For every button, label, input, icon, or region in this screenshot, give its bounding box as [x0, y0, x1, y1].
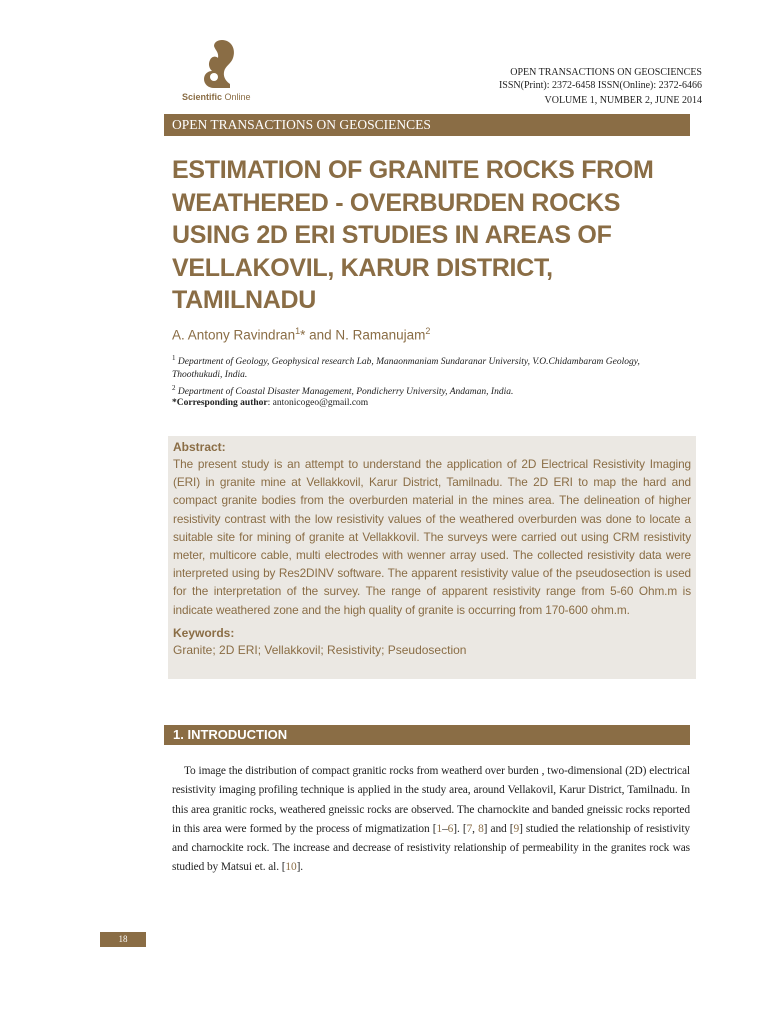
citation-link[interactable]: 7	[466, 822, 473, 835]
citation-link[interactable]: 8	[478, 822, 484, 835]
paper-title: ESTIMATION OF GRANITE ROCKS FROM WEATHERED - OVERBURDEN ROCKS USING 2D ERI STUDIES IN AREAS OF VELLAKOVIL, KARUR DISTRICT, TAMILNADU	[172, 156, 654, 314]
journal-name: OPEN TRANSACTIONS ON GEOSCIENCES	[510, 67, 702, 78]
squirrel-icon	[200, 38, 236, 90]
citation-link[interactable]: 10	[285, 861, 297, 874]
keywords-text: Granite; 2D ERI; Vellakkovil; Resistivity; Pseudosection	[173, 642, 467, 657]
affiliation-2: $^2$ Department of Coastal Disaster Management, Pondicherry University, Andaman, India.	[172, 384, 514, 398]
page-number: 18	[100, 932, 146, 947]
citation-link[interactable]: 6	[447, 822, 454, 835]
journal-info	[499, 66, 702, 107]
journal-issn: ISSN(Print): 2372-6458 ISSN(Online): 2372-6466	[498, 80, 702, 91]
citation-link[interactable]: 9	[513, 822, 520, 835]
affiliation-1: $^1$ Department of Geology, Geophysical research Lab, Manaonmaniam Sundaranar University, V.O.Chidambaram Geology, Thoothukudi, India.	[172, 354, 640, 380]
corresponding-author: *Corresponding author: antonicogeo@gmail.com	[172, 398, 369, 408]
abstract-heading: Abstract:	[173, 440, 226, 454]
introduction-paragraph: To image the distribution of compact granitic rocks from weatherd over burden , two-dimensional (2D) electrical resistivity imaging profiling technique is applied in the study area, around Vellakovil, Karur District, Tamilnadu. In this area granitic rocks, weathered gneissic rocks are observed. The charnockite and banded gneissic rocks reported in this area were formed by the process of migmatization [1–6]. [7, 8] and [9] studied the relationship of resistivity and charnockite rock. The increase and decrease of resistivity relationship of permeability in the granites rock was studied by Matsui et. al. [10].	[172, 765, 690, 874]
publisher-logo	[180, 38, 260, 104]
citation-link[interactable]: 1	[436, 822, 443, 835]
keywords-heading: Keywords:	[173, 625, 235, 640]
abstract-text: The present study is an attempt to understand the application of 2D Electrical Resistivity Imaging (ERI) in granite mine at Vellakkovil, Karur District, Tamilnadu. The 2D ERI to map the hard and compact granite bodies from the overburden material in the mines area. The delineation of higher resistivity contrast with the low resistivity values of the weathered overburden was done to locate a suitable site for mining of granite at Vellakkovil. The surveys were carried out using CRM resistivity meter, multicore cable, multi electrodes with wenner array used. The collected resistivity data were interpreted using by Res2DINV software. The apparent resistivity value of the pseudosection is used for the interpretation of the survey. The range of apparent resistivity range from 5-60 Ohm.m is indicate weathered zone and the high quality of granite is occurring from 170-600 ohm.m.	[173, 457, 691, 617]
author-list: A. Antony Ravindran$^1$* and N. Ramanujam$^2$	[172, 326, 431, 343]
journal-header-bar: OPEN TRANSACTIONS ON GEOSCIENCES	[164, 114, 690, 136]
journal-volume: VOLUME 1, NUMBER 2, JUNE 2014	[544, 95, 702, 106]
abstract-box	[168, 436, 696, 679]
section-heading-introduction: 1. INTRODUCTION	[164, 725, 690, 745]
publisher-name: Scientific Online	[182, 92, 251, 102]
